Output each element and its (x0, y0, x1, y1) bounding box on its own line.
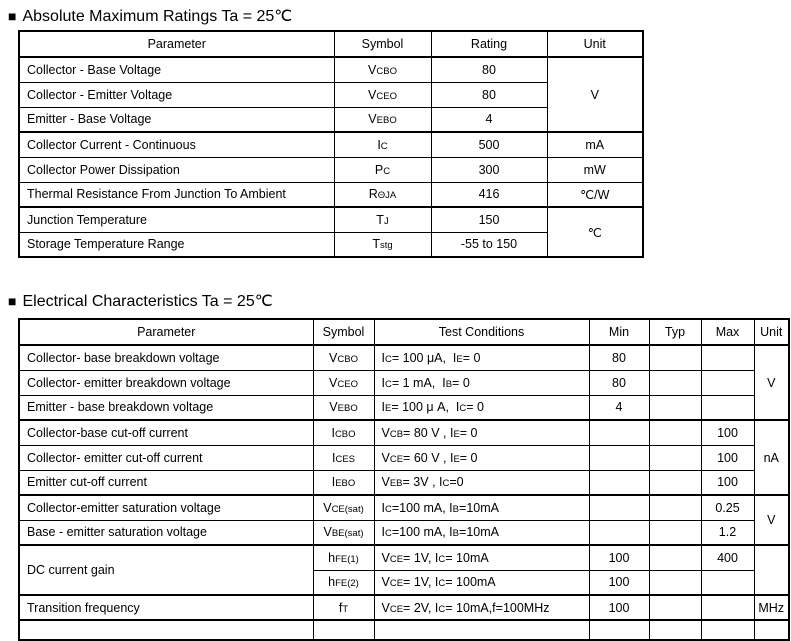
unit-cell: V (547, 57, 643, 132)
rating-cell: 150 (431, 207, 547, 232)
parameter-cell: Transition frequency (19, 595, 313, 620)
section-title-text: Absolute Maximum Ratings Ta = 25℃ (22, 8, 293, 25)
table-row (19, 445, 789, 470)
max-cell (701, 595, 754, 620)
symbol-cell: VCBO (313, 345, 374, 370)
min-cell (589, 620, 649, 640)
typ-cell (649, 495, 701, 520)
symbol-cell: VEBO (313, 395, 374, 420)
section-title-electrical-characteristics (8, 291, 273, 311)
symbol-cell: IEBO (313, 470, 374, 495)
symbol-cell: ICBO (313, 420, 374, 445)
column-header-test-conditions: Test Conditions (374, 319, 589, 345)
test-conditions-cell: VEB= 3V , IC=0 (374, 470, 589, 495)
max-cell: 100 (701, 445, 754, 470)
symbol-cell: IC (334, 132, 431, 157)
test-conditions-cell: VCE= 2V, IC= 10mA,f=100MHz (374, 595, 589, 620)
typ-cell (649, 395, 701, 420)
header-row (19, 319, 789, 345)
symbol-cell: ICES (313, 445, 374, 470)
unit-cell: ℃/W (547, 182, 643, 207)
column-header-rating: Rating (431, 31, 547, 57)
test-conditions-cell: IC= 100 μA, IE= 0 (374, 345, 589, 370)
section-marker-icon: ■ (8, 293, 17, 309)
table-row (19, 132, 643, 157)
symbol-cell: TJ (334, 207, 431, 232)
section-marker-icon: ■ (8, 8, 17, 24)
table-row (19, 595, 789, 620)
min-cell (589, 495, 649, 520)
max-cell: 1.2 (701, 520, 754, 545)
parameter-cell: Collector - Base Voltage (19, 57, 334, 82)
unit-cell: mW (547, 157, 643, 182)
table-row (19, 182, 643, 207)
abs-max-table (18, 30, 644, 258)
section-title-text: Electrical Characteristics Ta = 25℃ (22, 293, 273, 310)
unit-cell: V (754, 345, 789, 420)
unit-cell: ℃ (547, 207, 643, 257)
typ-cell (649, 545, 701, 570)
symbol-cell (313, 620, 374, 640)
column-header-min: Min (589, 319, 649, 345)
test-conditions-cell: VCE= 1V, IC= 10mA (374, 545, 589, 570)
symbol-cell: PC (334, 157, 431, 182)
typ-cell (649, 470, 701, 495)
max-cell: 400 (701, 545, 754, 570)
table-row (19, 495, 789, 520)
column-header-max: Max (701, 319, 754, 345)
symbol-cell: VCEO (334, 82, 431, 107)
column-header-parameter: Parameter (19, 319, 313, 345)
max-cell (701, 395, 754, 420)
typ-cell (649, 595, 701, 620)
table-row (19, 345, 789, 370)
symbol-cell: VCBO (334, 57, 431, 82)
test-conditions-cell: VCE= 60 V , IE= 0 (374, 445, 589, 470)
table-row (19, 57, 643, 82)
parameter-cell: Collector Power Dissipation (19, 157, 334, 182)
parameter-cell: Collector Current - Continuous (19, 132, 334, 157)
unit-cell (754, 545, 789, 595)
table-row-partial (19, 620, 789, 640)
min-cell: 100 (589, 545, 649, 570)
parameter-cell: Junction Temperature (19, 207, 334, 232)
test-conditions-cell: VCE= 1V, IC= 100mA (374, 570, 589, 595)
parameter-cell: Storage Temperature Range (19, 232, 334, 257)
max-cell: 0.25 (701, 495, 754, 520)
parameter-cell: Emitter - base breakdown voltage (19, 395, 313, 420)
parameter-cell: Collector- emitter cut-off current (19, 445, 313, 470)
column-header-symbol: Symbol (313, 319, 374, 345)
test-conditions-cell: IC=100 mA, IB=10mA (374, 520, 589, 545)
parameter-cell: Thermal Resistance From Junction To Ambient (19, 182, 334, 207)
min-cell: 80 (589, 345, 649, 370)
min-cell (589, 470, 649, 495)
rating-cell: 300 (431, 157, 547, 182)
parameter-cell: Base - emitter saturation voltage (19, 520, 313, 545)
parameter-cell: DC current gain (19, 545, 313, 595)
parameter-cell: Emitter - Base Voltage (19, 107, 334, 132)
min-cell: 100 (589, 595, 649, 620)
typ-cell (649, 370, 701, 395)
symbol-cell: VEBO (334, 107, 431, 132)
typ-cell (649, 520, 701, 545)
typ-cell (649, 445, 701, 470)
table-row (19, 545, 789, 570)
max-cell (701, 570, 754, 595)
rating-cell: 500 (431, 132, 547, 157)
unit-cell: nA (754, 420, 789, 495)
elec-char-table (18, 318, 790, 641)
typ-cell (649, 345, 701, 370)
table-row (19, 370, 789, 395)
typ-cell (649, 420, 701, 445)
max-cell (701, 370, 754, 395)
min-cell (589, 520, 649, 545)
table-row (19, 207, 643, 232)
column-header-unit: Unit (547, 31, 643, 57)
symbol-cell: VCEO (313, 370, 374, 395)
typ-cell (649, 570, 701, 595)
symbol-cell: VCE(sat) (313, 495, 374, 520)
unit-cell: MHz (754, 595, 789, 620)
min-cell (589, 420, 649, 445)
symbol-cell: Tstg (334, 232, 431, 257)
table-row (19, 420, 789, 445)
typ-cell (649, 620, 701, 640)
parameter-cell: Emitter cut-off current (19, 470, 313, 495)
rating-cell: 80 (431, 82, 547, 107)
rating-cell: 416 (431, 182, 547, 207)
table-row (19, 520, 789, 545)
rating-cell: 4 (431, 107, 547, 132)
column-header-typ: Typ (649, 319, 701, 345)
table-row (19, 157, 643, 182)
header-row (19, 31, 643, 57)
rating-cell: -55 to 150 (431, 232, 547, 257)
symbol-cell: hFE(1) (313, 545, 374, 570)
table-row (19, 395, 789, 420)
max-cell (701, 345, 754, 370)
test-conditions-cell (374, 620, 589, 640)
min-cell: 100 (589, 570, 649, 595)
rating-cell: 80 (431, 57, 547, 82)
test-conditions-cell: IE= 100 μ A, IC= 0 (374, 395, 589, 420)
parameter-cell: Collector-emitter saturation voltage (19, 495, 313, 520)
section-title-absolute-maximum-ratings (8, 6, 292, 26)
table-row (19, 470, 789, 495)
min-cell (589, 445, 649, 470)
test-conditions-cell: IC= 1 mA, IB= 0 (374, 370, 589, 395)
unit-cell (754, 620, 789, 640)
unit-cell: V (754, 495, 789, 545)
symbol-cell: fT (313, 595, 374, 620)
parameter-cell: Collector- emitter breakdown voltage (19, 370, 313, 395)
parameter-cell: Collector - Emitter Voltage (19, 82, 334, 107)
parameter-cell: Collector-base cut-off current (19, 420, 313, 445)
symbol-cell: RΘJA (334, 182, 431, 207)
test-conditions-cell: VCB= 80 V , IE= 0 (374, 420, 589, 445)
parameter-cell: Collector- base breakdown voltage (19, 345, 313, 370)
min-cell: 80 (589, 370, 649, 395)
symbol-cell: hFE(2) (313, 570, 374, 595)
max-cell: 100 (701, 420, 754, 445)
symbol-cell: VBE(sat) (313, 520, 374, 545)
column-header-parameter: Parameter (19, 31, 334, 57)
max-cell (701, 620, 754, 640)
min-cell: 4 (589, 395, 649, 420)
test-conditions-cell: IC=100 mA, IB=10mA (374, 495, 589, 520)
column-header-symbol: Symbol (334, 31, 431, 57)
unit-cell: mA (547, 132, 643, 157)
max-cell: 100 (701, 470, 754, 495)
column-header-unit: Unit (754, 319, 789, 345)
parameter-cell (19, 620, 313, 640)
